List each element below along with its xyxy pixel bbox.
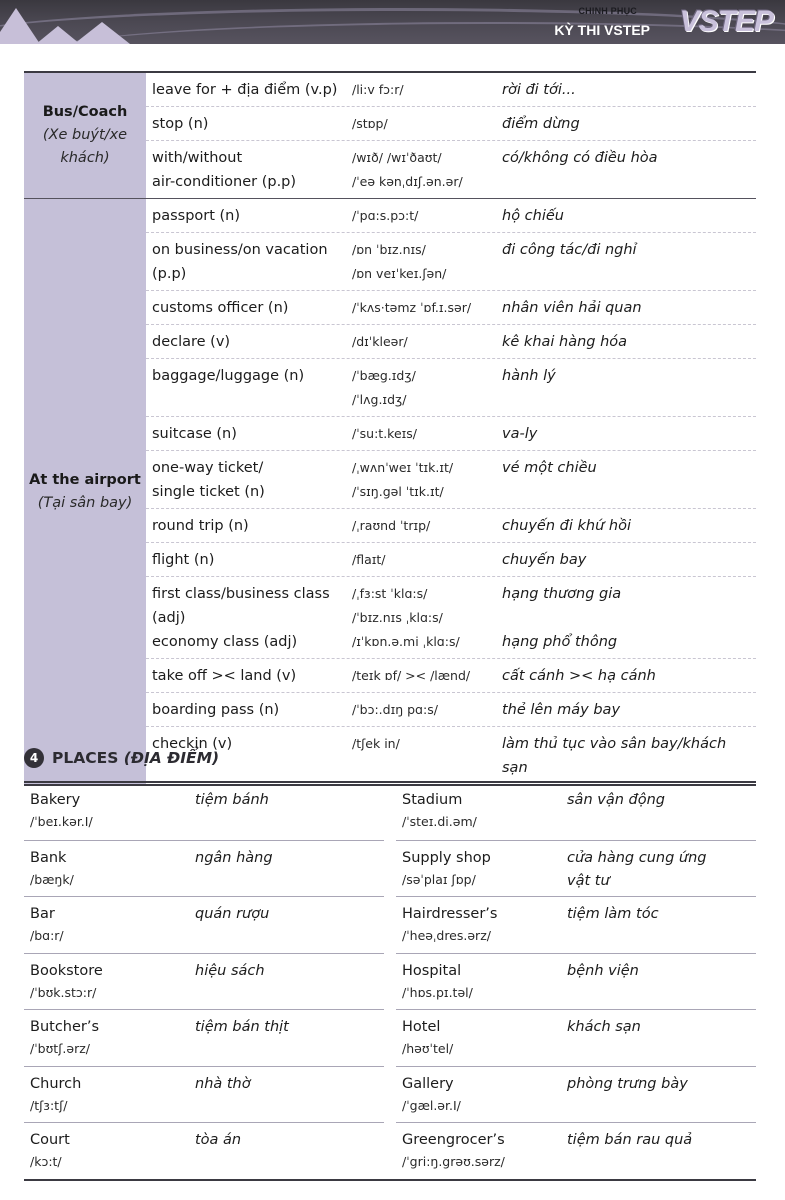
meaning-cell bbox=[502, 112, 756, 136]
ipa-text: /ˈbɔ:.dɪŋ pɑ:s/ bbox=[352, 702, 438, 717]
place-meaning: hiệu sách bbox=[195, 962, 265, 979]
place-meaning-cell bbox=[567, 789, 756, 840]
ipa-text: /ˈbɪz.nɪs ˌklɑ:s/ bbox=[352, 610, 443, 625]
meaning-text: chuyến bay bbox=[502, 552, 587, 568]
place-ipa: /səˈplaɪ ʃɒp/ bbox=[402, 871, 476, 887]
meaning-cell bbox=[502, 664, 756, 688]
ipa-text: /ˈlʌg.ɪdʒ/ bbox=[352, 392, 407, 407]
word-text: economy class (adj) bbox=[152, 634, 298, 650]
section-title bbox=[52, 749, 219, 767]
meaning-cell bbox=[502, 364, 756, 412]
place-word-cell bbox=[396, 960, 567, 1010]
place-row bbox=[396, 953, 756, 1010]
ipa-cell bbox=[352, 698, 502, 722]
ipa-text: /ˌwʌnˈweɪ ˈtɪk.ɪt/ bbox=[352, 460, 454, 475]
meaning-text bbox=[502, 606, 756, 630]
word-text: customs officer (n) bbox=[152, 300, 289, 316]
mountain-icon bbox=[74, 22, 130, 44]
place-row bbox=[396, 896, 756, 953]
meaning-text: cất cánh >< hạ cánh bbox=[502, 668, 656, 684]
places-column-right bbox=[396, 783, 756, 1179]
word-text: stop (n) bbox=[152, 116, 209, 132]
place-meaning-cell bbox=[195, 1073, 384, 1123]
word-text: declare (v) bbox=[152, 334, 231, 350]
section-title-en: PLACES bbox=[52, 749, 119, 767]
meaning-text: đi công tác/đi nghỉ bbox=[502, 242, 637, 258]
place-row bbox=[24, 953, 384, 1010]
word-text: single ticket (n) bbox=[152, 484, 265, 500]
mountain-icon bbox=[0, 8, 40, 44]
word-text: boarding pass (n) bbox=[152, 702, 280, 718]
place-meaning: tiệm bán rau quả bbox=[567, 1132, 693, 1148]
word-text: round trip (n) bbox=[152, 518, 249, 534]
place-name: Court bbox=[30, 1132, 70, 1148]
place-ipa: /ˈbʊtʃ.ərz/ bbox=[30, 1041, 90, 1056]
section-header-places bbox=[24, 748, 219, 768]
word-text: on business/on vacation bbox=[152, 242, 328, 258]
meaning-cell bbox=[502, 204, 756, 228]
ipa-text: /ˈkʌs·təmz ˈɒf.ɪ.sər/ bbox=[352, 300, 472, 315]
meaning-text: kê khai hàng hóa bbox=[502, 334, 628, 350]
category-cell bbox=[24, 73, 146, 198]
word-text: one-way ticket/ bbox=[152, 460, 264, 476]
place-meaning: ngân hàng bbox=[195, 849, 273, 866]
place-ipa: /ˈgri:ŋ.grəʊ.sərz/ bbox=[402, 1154, 505, 1169]
meaning-text: nhân viên hải quan bbox=[502, 300, 642, 316]
place-word-cell bbox=[396, 903, 567, 953]
word-text: flight (n) bbox=[152, 552, 215, 568]
vocab-row bbox=[146, 726, 756, 784]
place-meaning-cell bbox=[567, 960, 756, 1010]
place-meaning: sân vận động bbox=[567, 792, 665, 808]
vocab-row bbox=[146, 658, 756, 692]
vocab-row bbox=[146, 324, 756, 358]
meaning-text: hạng thương gia bbox=[502, 586, 622, 602]
place-meaning-cell bbox=[195, 847, 384, 897]
section-number-badge: 4 bbox=[24, 748, 44, 768]
ipa-text: /ˌraʊnd ˈtrɪp/ bbox=[352, 518, 431, 533]
vocab-group bbox=[24, 198, 756, 784]
word-cell bbox=[146, 78, 352, 102]
ipa-cell bbox=[352, 112, 502, 136]
place-name: Butcher’s bbox=[30, 1019, 100, 1035]
vocab-row bbox=[146, 106, 756, 140]
place-word-cell bbox=[24, 847, 195, 897]
ipa-cell bbox=[352, 548, 502, 572]
place-ipa: /bæŋk/ bbox=[30, 871, 74, 887]
place-name: Supply shop bbox=[402, 849, 491, 866]
place-row bbox=[24, 1009, 384, 1066]
word-cell bbox=[146, 146, 352, 194]
word-cell bbox=[146, 582, 352, 654]
place-meaning-cell bbox=[567, 1129, 756, 1179]
meaning-cell bbox=[502, 238, 756, 286]
place-meaning-cell bbox=[195, 960, 384, 1010]
word-cell bbox=[146, 456, 352, 504]
place-row bbox=[396, 1122, 756, 1179]
place-ipa: /bɑ:r/ bbox=[30, 928, 64, 943]
vocab-row bbox=[146, 232, 756, 290]
category-translation: (Tại sân bay) bbox=[37, 494, 133, 511]
ipa-text: /ˈeə kənˌdɪʃ.ən.ər/ bbox=[352, 174, 463, 189]
place-word-cell bbox=[24, 1073, 195, 1123]
vocab-row bbox=[146, 199, 756, 232]
ipa-text: /ˌfɜ:st ˈklɑ:s/ bbox=[352, 586, 428, 601]
brand-title: KỲ THI VSTEP bbox=[554, 22, 650, 38]
place-word-cell bbox=[396, 1016, 567, 1066]
ipa-cell bbox=[352, 78, 502, 102]
place-meaning-cell bbox=[195, 903, 384, 953]
meaning-text: chuyến đi khứ hồi bbox=[502, 518, 631, 534]
place-name: Hospital bbox=[402, 962, 462, 979]
word-text: first class/business class bbox=[152, 586, 330, 602]
meaning-text: điểm dừng bbox=[502, 116, 580, 132]
ipa-text: /dɪˈkleər/ bbox=[352, 334, 408, 349]
place-meaning: nhà thờ bbox=[195, 1075, 251, 1092]
place-word-cell bbox=[396, 789, 567, 840]
meaning-cell bbox=[502, 78, 756, 102]
meaning-cell bbox=[502, 330, 756, 354]
place-meaning: tiệm làm tóc bbox=[567, 906, 659, 922]
vocab-row bbox=[146, 416, 756, 450]
word-cell bbox=[146, 514, 352, 538]
place-name: Bank bbox=[30, 849, 67, 866]
meaning-text: va-ly bbox=[502, 426, 538, 442]
place-row bbox=[396, 1009, 756, 1066]
place-name: Stadium bbox=[402, 792, 463, 808]
vocab-row bbox=[146, 358, 756, 416]
category-cell bbox=[24, 199, 146, 784]
meaning-text: hành lý bbox=[502, 368, 556, 384]
word-text: (adj) bbox=[152, 610, 186, 626]
vocab-rows bbox=[146, 73, 756, 198]
place-row bbox=[396, 783, 756, 840]
word-text: with/without bbox=[152, 150, 243, 166]
ipa-text: /ˈsɪŋ.gəl ˈtɪk.ɪt/ bbox=[352, 484, 444, 499]
place-ipa: /ˈsteɪ.di.əm/ bbox=[402, 814, 477, 829]
place-row bbox=[396, 1066, 756, 1123]
place-meaning: quán rượu bbox=[195, 906, 270, 922]
word-text: passport (n) bbox=[152, 208, 241, 224]
place-ipa: /ˈgæl.ər.I/ bbox=[402, 1097, 461, 1113]
places-table bbox=[24, 781, 756, 1181]
word-cell bbox=[146, 238, 352, 286]
ipa-text: /ˈsu:t.keɪs/ bbox=[352, 426, 418, 441]
section-title-vi: (ĐỊA ĐIỂM) bbox=[123, 749, 220, 767]
place-meaning-cell bbox=[195, 1129, 384, 1179]
vocab-row bbox=[146, 542, 756, 576]
word-cell bbox=[146, 112, 352, 136]
vocab-row bbox=[146, 290, 756, 324]
ipa-text: /flaɪt/ bbox=[352, 552, 386, 567]
ipa-cell bbox=[352, 456, 502, 504]
place-meaning-cell bbox=[195, 1016, 384, 1066]
word-text: baggage/luggage (n) bbox=[152, 368, 305, 384]
ipa-cell bbox=[352, 204, 502, 228]
meaning-cell bbox=[502, 698, 756, 722]
vocabulary-table bbox=[24, 71, 756, 786]
ipa-cell bbox=[352, 296, 502, 320]
place-meaning: cửa hàng cung ứng bbox=[567, 849, 707, 866]
meaning-cell bbox=[502, 548, 756, 572]
place-row bbox=[396, 840, 756, 897]
place-meaning-cell bbox=[567, 1073, 756, 1123]
meaning-text: thẻ lên máy bay bbox=[502, 702, 621, 718]
place-row bbox=[24, 1066, 384, 1123]
place-ipa: /ˈhɒs.pɪ.təl/ bbox=[402, 984, 473, 1000]
word-text: air-conditioner (p.p) bbox=[152, 174, 297, 190]
word-text: take off >< land (v) bbox=[152, 668, 297, 684]
place-name: Bar bbox=[30, 906, 55, 922]
word-text: leave for + địa điểm (v.p) bbox=[152, 82, 338, 98]
ipa-text: /wɪð/ /wɪˈðaʊt/ bbox=[352, 150, 442, 165]
brand-subtitle: CHINH PHỤC bbox=[578, 6, 637, 16]
word-text: suitcase (n) bbox=[152, 426, 237, 442]
ipa-text: /stɒp/ bbox=[352, 116, 388, 131]
meaning-text: rời đi tới... bbox=[502, 82, 576, 98]
ipa-cell bbox=[352, 732, 502, 780]
place-word-cell bbox=[24, 789, 195, 840]
ipa-cell bbox=[352, 330, 502, 354]
place-meaning: tiệm bán thịt bbox=[195, 1019, 289, 1035]
word-cell bbox=[146, 422, 352, 446]
meaning-text: làm thủ tục vào sân bay/khách sạn bbox=[502, 736, 727, 776]
place-name: Bookstore bbox=[30, 962, 103, 979]
ipa-cell bbox=[352, 582, 502, 654]
category-title: Bus/Coach bbox=[42, 104, 128, 120]
place-row bbox=[24, 783, 384, 840]
place-ipa: /ˈbʊk.stɔ:r/ bbox=[30, 984, 97, 1000]
place-ipa: /tʃɜ:tʃ/ bbox=[30, 1097, 68, 1113]
place-meaning: khách sạn bbox=[567, 1019, 641, 1035]
meaning-cell bbox=[502, 582, 756, 654]
place-row bbox=[24, 1122, 384, 1179]
place-name: Hotel bbox=[402, 1019, 441, 1035]
vocab-row bbox=[146, 73, 756, 106]
ipa-cell bbox=[352, 238, 502, 286]
vocab-row bbox=[146, 140, 756, 198]
place-name: Church bbox=[30, 1075, 82, 1092]
ipa-text: /teɪk ɒf/ >< /lænd/ bbox=[352, 668, 471, 683]
place-word-cell bbox=[24, 903, 195, 953]
word-cell bbox=[146, 548, 352, 572]
place-word-cell bbox=[396, 1129, 567, 1179]
place-name: Greengrocer’s bbox=[402, 1132, 505, 1148]
meaning-cell bbox=[502, 514, 756, 538]
ipa-text: /ˈbæg.ɪdʒ/ bbox=[352, 368, 416, 383]
category-title: At the airport bbox=[29, 471, 141, 488]
place-meaning: tiệm bánh bbox=[195, 792, 269, 808]
place-word-cell bbox=[24, 960, 195, 1010]
place-word-cell bbox=[396, 847, 567, 897]
place-name: Hairdresser’s bbox=[402, 906, 498, 922]
place-ipa: /ˈheəˌdres.ərz/ bbox=[402, 928, 491, 943]
ipa-text: /ɪˈkɒn.ə.mi ˌklɑ:s/ bbox=[352, 634, 460, 649]
vocab-row bbox=[146, 576, 756, 658]
word-text: checkin (v) bbox=[152, 736, 233, 752]
ipa-text: /ˈpɑ:s.pɔ:t/ bbox=[352, 208, 419, 223]
ipa-cell bbox=[352, 514, 502, 538]
ipa-text: /ɒn ˈbɪz.nɪs/ bbox=[352, 242, 426, 257]
meaning-text: hộ chiếu bbox=[502, 208, 564, 224]
word-cell bbox=[146, 330, 352, 354]
header-banner bbox=[0, 0, 785, 44]
place-meaning-cell bbox=[195, 789, 384, 840]
ipa-cell bbox=[352, 664, 502, 688]
place-word-cell bbox=[24, 1129, 195, 1179]
ipa-cell bbox=[352, 422, 502, 446]
ipa-cell bbox=[352, 146, 502, 194]
vstep-logo: VSTEP bbox=[679, 5, 773, 38]
vocab-row bbox=[146, 508, 756, 542]
place-ipa: /həʊˈtel/ bbox=[402, 1041, 454, 1056]
meaning-cell bbox=[502, 456, 756, 504]
word-cell bbox=[146, 296, 352, 320]
vocab-row bbox=[146, 692, 756, 726]
ipa-text: /li:v fɔ:r/ bbox=[352, 82, 404, 97]
meaning-text: có/không có điều hòa bbox=[502, 150, 658, 166]
word-cell bbox=[146, 204, 352, 228]
place-meaning-cell bbox=[567, 847, 756, 897]
word-cell bbox=[146, 664, 352, 688]
vocab-group bbox=[24, 73, 756, 198]
word-text: (p.p) bbox=[152, 266, 187, 282]
category-translation: (Xe buýt/xe khách) bbox=[42, 127, 128, 166]
place-meaning: bệnh viện bbox=[567, 962, 639, 979]
meaning-cell bbox=[502, 146, 756, 194]
meaning-cell bbox=[502, 732, 756, 780]
place-row bbox=[24, 840, 384, 897]
word-cell bbox=[146, 698, 352, 722]
ipa-text: /tʃek in/ bbox=[352, 736, 400, 751]
ipa-text: /ɒn veɪˈkeɪ.ʃən/ bbox=[352, 266, 447, 281]
meaning-text: hạng phổ thông bbox=[502, 634, 618, 650]
meaning-cell bbox=[502, 296, 756, 320]
place-row bbox=[24, 896, 384, 953]
place-word-cell bbox=[396, 1073, 567, 1123]
places-column-left bbox=[24, 783, 384, 1179]
place-ipa: /ˈbeɪ.kər.I/ bbox=[30, 814, 93, 829]
place-name: Bakery bbox=[30, 792, 81, 808]
word-cell bbox=[146, 364, 352, 412]
place-meaning: vật tư bbox=[567, 872, 610, 889]
place-ipa: /kɔ:t/ bbox=[30, 1154, 62, 1169]
place-meaning-cell bbox=[567, 1016, 756, 1066]
meaning-text: vé một chiều bbox=[502, 460, 597, 476]
place-meaning: phòng trưng bày bbox=[567, 1075, 688, 1092]
vocab-row bbox=[146, 450, 756, 508]
place-word-cell bbox=[24, 1016, 195, 1066]
place-meaning-cell bbox=[567, 903, 756, 953]
vocab-rows bbox=[146, 199, 756, 784]
meaning-cell bbox=[502, 422, 756, 446]
ipa-cell bbox=[352, 364, 502, 412]
place-meaning: tòa án bbox=[195, 1132, 242, 1148]
place-name: Gallery bbox=[402, 1075, 454, 1092]
